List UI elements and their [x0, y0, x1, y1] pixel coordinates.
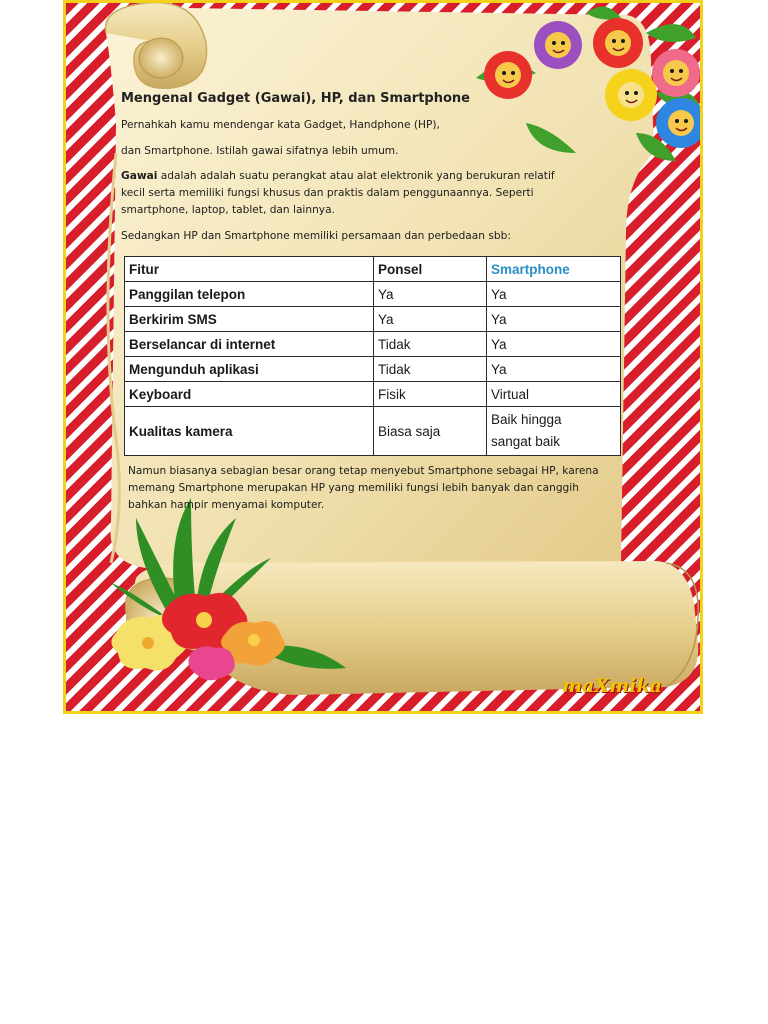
gawai-paragraph [121, 168, 581, 219]
cell-smartphone-line-1: Baik hingga [491, 412, 562, 427]
header-smartphone: Smartphone [487, 257, 621, 282]
cell-smartphone: Virtual [487, 382, 621, 407]
decorative-frame [63, 0, 703, 714]
cell-fitur: Berkirim SMS [125, 307, 374, 332]
cell-fitur: Kualitas kamera [125, 407, 374, 456]
comparison-table [124, 256, 621, 456]
cell-fitur: Panggilan telepon [125, 282, 374, 307]
table-header-row [125, 257, 621, 282]
cell-ponsel: Ya [374, 307, 487, 332]
table-row [125, 307, 621, 332]
intro-line-1: Pernahkah kamu mendengar kata Gadget, Handphone (HP), [121, 119, 440, 131]
cell-smartphone: Ya [487, 282, 621, 307]
cell-fitur: Keyboard [125, 382, 374, 407]
table-row [125, 357, 621, 382]
page-title: Mengenal Gadget (Gawai), HP, dan Smartphone [121, 91, 470, 106]
header-fitur: Fitur [125, 257, 374, 282]
cell-smartphone [487, 407, 621, 456]
closing-paragraph: Namun biasanya sebagian besar orang tetap menyebut Smartphone sebagai HP, karena memang Smartphone merupakan HP yang memiliki fungsi lebih banyak dan canggih bahkan hampir menyamai komputer. [128, 465, 599, 511]
cell-smartphone: Ya [487, 332, 621, 357]
cell-fitur: Mengunduh aplikasi [125, 357, 374, 382]
cell-smartphone: Ya [487, 357, 621, 382]
intro-line-2: dan Smartphone. Istilah gawai sifatnya lebih umum. [121, 145, 399, 157]
header-ponsel: Ponsel [374, 257, 487, 282]
cell-smartphone: Ya [487, 307, 621, 332]
comparison-intro: Sedangkan HP dan Smartphone memiliki persamaan dan perbedaan sbb: [121, 230, 511, 242]
document-content [66, 3, 703, 714]
cell-ponsel: Tidak [374, 332, 487, 357]
table-row [125, 407, 621, 456]
cell-ponsel: Ya [374, 282, 487, 307]
table-row [125, 382, 621, 407]
table-row [125, 332, 621, 357]
cell-fitur: Berselancar di internet [125, 332, 374, 357]
gawai-definition: adalah adalah suatu perangkat atau alat elektronik yang berukuran relatif kecil serta memiliki fungsi khusus dan praktis dalam penggunaannya. Seperti smartphone, laptop, tablet, dan lainnya. [121, 170, 555, 216]
cell-smartphone-line-2: sangat baik [491, 434, 561, 449]
cell-ponsel: Tidak [374, 357, 487, 382]
table-row [125, 282, 621, 307]
cell-ponsel: Fisik [374, 382, 487, 407]
author-signature: maXmika [562, 675, 662, 697]
cell-ponsel: Biasa saja [374, 407, 487, 456]
gawai-term: Gawai [121, 170, 158, 182]
